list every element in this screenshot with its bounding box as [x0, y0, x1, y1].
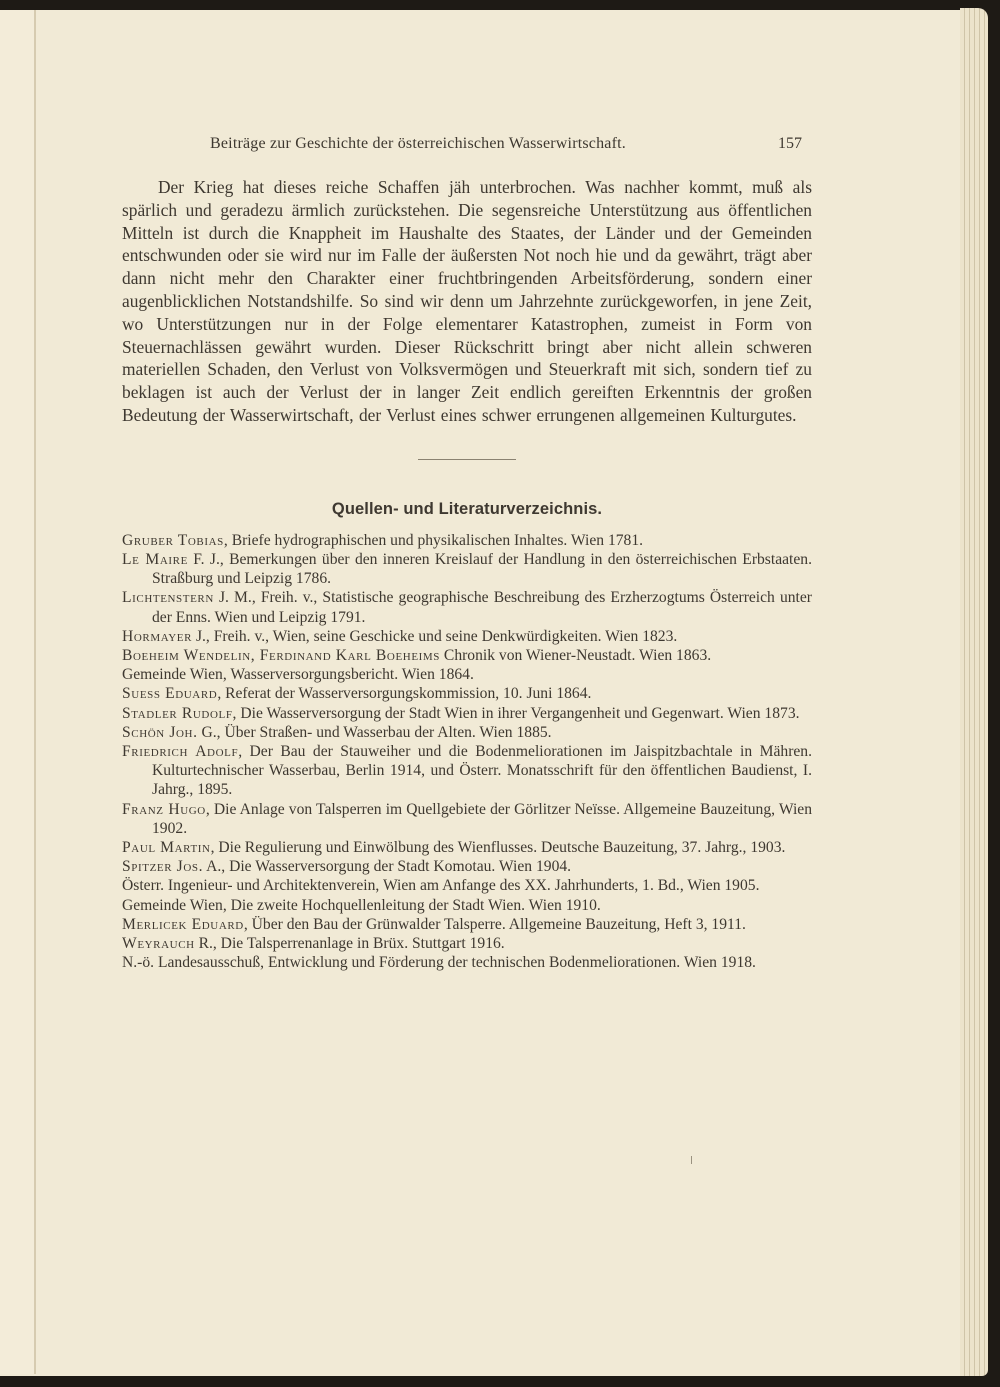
reference-author: Stadler Rudolf	[122, 704, 233, 722]
reference-entry	[122, 684, 812, 703]
reference-text: R., Die Talsperrenanlage in Brüx. Stuttgart 1916.	[194, 935, 505, 953]
reference-entry	[122, 857, 812, 876]
reference-entry	[122, 704, 812, 723]
reference-author: Franz Hugo	[122, 800, 206, 818]
reference-entry	[122, 665, 812, 684]
reference-entry	[122, 838, 812, 857]
reference-author: Suess Eduard	[122, 685, 218, 703]
reference-entry	[122, 934, 812, 953]
page-content	[122, 132, 812, 972]
reference-entry	[122, 742, 812, 800]
reference-text: J., Freih. v., Wien, seine Geschicke und seine Denkwürdigkeiten. Wien 1823.	[192, 627, 678, 645]
reference-author: Friedrich Adolf	[122, 743, 239, 760]
reference-entry	[122, 627, 812, 646]
reference-entry	[122, 588, 812, 626]
reference-entry	[122, 550, 812, 588]
reference-author: Le Maire	[122, 550, 188, 568]
reference-entry	[122, 646, 812, 665]
reference-text: N.-ö. Landesausschuß, Entwicklung und Förderung der technischen Bodenmeliorationen. Wien 1918.	[122, 954, 756, 972]
reference-author: Paul Martin	[122, 839, 211, 857]
reference-text: Gemeinde Wien, Wasserversorgungsbericht. Wien 1864.	[122, 666, 474, 684]
reference-entry	[122, 953, 812, 972]
reference-text: , Die Regulierung und Einwölbung des Wienflusses. Deutsche Bauzeitung, 37. Jahrg., 1903.	[210, 839, 786, 857]
page-stack-edge	[960, 8, 988, 1376]
reference-text: G., Über Straßen- und Wasserbau der Alten. Wien 1885.	[197, 723, 552, 741]
reference-author: Hormayer	[122, 627, 193, 645]
section-title: Quellen- und Literaturverzeichnis.	[331, 499, 603, 518]
reference-entry	[122, 896, 812, 915]
section-divider	[418, 459, 516, 460]
reference-text: , Die Wasserversorgung der Stadt Wien in ihrer Vergangenheit und Gegenwart. Wien 1873.	[232, 704, 800, 722]
running-head-title: Beiträge zur Geschichte der österreichischen Wasserwirtschaft.	[210, 135, 626, 152]
reference-entry	[122, 915, 812, 934]
reference-text: Gemeinde Wien, Die zweite Hochquellenleitung der Stadt Wien. Wien 1910.	[122, 896, 601, 914]
reference-author: Merlicek Eduard	[122, 915, 244, 933]
reference-entry	[122, 723, 812, 742]
reference-entry	[122, 800, 812, 838]
reference-list	[122, 531, 812, 973]
reference-text: , Die Anlage von Talsperren im Quellgebiete der Görlitzer Neïsse. Allgemeine Bauzeitung, Wien 1902.	[152, 800, 813, 837]
left-page-edge	[0, 10, 36, 1374]
reference-text: , Briefe hydrographischen und physikalischen Inhaltes. Wien 1781.	[223, 531, 644, 549]
running-head	[210, 132, 802, 156]
reference-text: A., Die Wasserversorgung der Stadt Komotau. Wien 1904.	[203, 858, 572, 876]
reference-author: Gruber Tobias	[122, 531, 224, 549]
body-paragraph: Der Krieg hat dieses reiche Schaffen jäh unterbrochen. Was nachher kommt, muß als spärlich und geradezu ärmlich zurückstehen. Die segensreiche Unterstützung aus öffentlichen Mitteln ist durch die Knappheit im Haushalte des Staates, der Länder und der Gemeinden entschwunden oder sie wird nur im Falle der äußersten Not noch hie und da gewährt, trägt aber dann nicht mehr den Charakter einer fruchtbringenden Arbeitsförderung, sondern einer augenblicklichen Notstandshilfe. So sind wir denn um Jahrzehnte zurückgeworfen, in jene Zeit, wo Unterstützungen nur in der Folge elementarer Katastrophen, zumeist in Form von Steuernachlässen gewährt wurden. Dieser Rückschritt bringt aber nicht allein schweren materiellen Schaden, den Verlust von Volksvermögen und Steuerkraft mit sich, sondern tief zu beklagen ist auch der Verlust der in langer Zeit endlich gereiften Erkenntnis der großen Bedeutung der Wasserwirtschaft, der Verlust eines schwer errungenen allgemeinen Kulturgutes.	[122, 177, 812, 425]
reference-text: , Der Bau der Stauweiher und die Bodenmeliorationen im Jaispitzbachtale in Mähren. Kulturtechnischer Wasserbau, Berlin 1914, und Österr. Monatsschrift für den öffentlichen Baudienst, I. Jahrg., 1895.	[152, 743, 812, 799]
reference-author: Boeheim Wendelin, Ferdinand Karl Boeheims	[122, 646, 441, 664]
reference-text: , Über den Bau der Grünwalder Talsperre. Allgemeine Bauzeitung, Heft 3, 1911.	[243, 915, 746, 933]
reference-entry	[122, 876, 812, 895]
reference-author: Schön Joh.	[122, 723, 198, 741]
reference-entry	[122, 531, 812, 550]
reference-text: J. M., Freih. v., Statistische geographische Beschreibung des Erzherzogtums Österreich unter der Enns. Wien und Leipzig 1791.	[152, 589, 812, 626]
reference-author: Lichtenstern	[122, 589, 214, 607]
reference-text: Chronik von Wiener-Neustadt. Wien 1863.	[440, 646, 712, 664]
reference-text: , Referat der Wasserversorgungskommission, 10. Juni 1864.	[217, 685, 592, 703]
reference-author: Spitzer Jos.	[122, 858, 204, 876]
reference-author: Weyrauch	[122, 935, 195, 953]
paper-speck	[691, 1156, 692, 1164]
page-number: 157	[778, 135, 802, 152]
reference-text: F. J., Bemerkungen über den inneren Kreislauf der Handlung in den österreichischen Erbstaaten. Straßburg und Leipzig 1786.	[152, 550, 812, 588]
reference-text: Österr. Ingenieur- und Architektenverein, Wien am Anfange des XX. Jahrhunderts, 1. Bd., Wien 1905.	[122, 877, 760, 895]
